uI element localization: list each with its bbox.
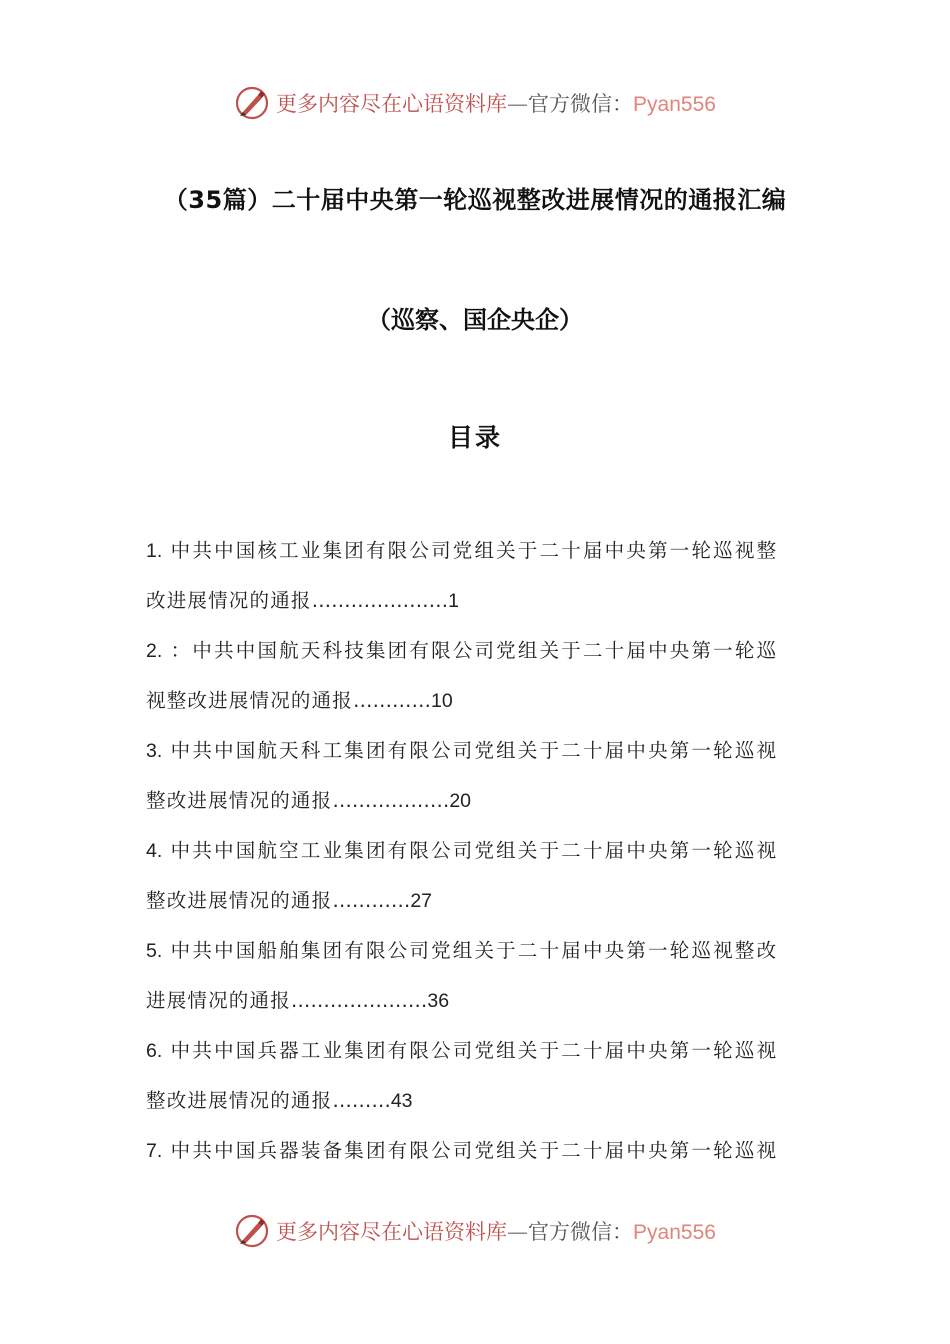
- watermark-official: 官方微信：: [528, 92, 634, 116]
- toc-page-number: 43: [390, 1090, 413, 1112]
- toc-entry-4[interactable]: [146, 831, 808, 931]
- watermark-banner-bottom: [0, 1211, 950, 1251]
- toc-entry-1[interactable]: [146, 531, 808, 631]
- toc-number: 5.: [146, 940, 163, 962]
- watermark-text: [276, 1216, 716, 1246]
- toc-number: 6.: [146, 1040, 163, 1062]
- toc-title-line2: 整改进展情况的通报: [146, 789, 333, 812]
- watermark-text: [276, 88, 716, 118]
- toc-number: 2.: [146, 640, 163, 662]
- toc-number: 3.: [146, 740, 163, 762]
- watermark-wechat-id: Pyan556: [633, 1221, 716, 1244]
- toc-heading: 目录: [447, 423, 502, 452]
- toc-entry-line: [146, 931, 808, 981]
- toc-entry-line: [146, 581, 808, 631]
- toc-page-number: 1: [448, 590, 459, 612]
- toc-entry-line: [146, 731, 808, 781]
- toc-entry-line: [146, 1131, 808, 1181]
- toc-leader-dots: …………: [353, 689, 432, 712]
- toc-title-line1: 中共中国航天科工集团有限公司党组关于二十届中央第一轮巡视: [170, 739, 779, 762]
- pen-logo-icon: [234, 1213, 270, 1249]
- toc-page-number: 27: [410, 890, 433, 912]
- toc-entry-5[interactable]: [146, 931, 808, 1031]
- toc-entry-line: [146, 1081, 808, 1131]
- watermark-dash: —: [507, 92, 529, 116]
- watermark-dash: —: [507, 1220, 529, 1244]
- toc-leader-dots: …………: [332, 889, 411, 912]
- toc-number: 1.: [146, 540, 163, 562]
- toc-title-line2: 进展情况的通报: [146, 989, 291, 1012]
- toc-entry-line: [146, 681, 808, 731]
- watermark-banner-top: [0, 83, 950, 123]
- toc-entry-3[interactable]: [146, 731, 808, 831]
- toc-title-line1: 中共中国核工业集团有限公司党组关于二十届中央第一轮巡视整: [170, 539, 779, 562]
- toc-title-line2: 整改进展情况的通报: [146, 889, 333, 912]
- toc-title-line1: 中共中国兵器工业集团有限公司党组关于二十届中央第一轮巡视: [170, 1039, 779, 1062]
- toc-entry-line: [146, 781, 808, 831]
- toc-leader-dots: ………………: [332, 789, 450, 812]
- toc-title-line1: 中共中国兵器装备集团有限公司党组关于二十届中央第一轮巡视: [170, 1139, 779, 1162]
- toc-entry-line: [146, 531, 808, 581]
- toc-leader-dots: …………………: [290, 989, 428, 1012]
- watermark-wechat-id: Pyan556: [633, 93, 716, 116]
- toc-entry-line: [146, 981, 808, 1031]
- toc-number: 7.: [146, 1140, 163, 1162]
- toc-page-number: 20: [449, 790, 472, 812]
- toc-title-line1: 中共中国船舶集团有限公司党组关于二十届中央第一轮巡视整改: [170, 939, 779, 962]
- toc-title-line2: 视整改进展情况的通报: [146, 689, 354, 712]
- toc-entry-7[interactable]: [146, 1131, 808, 1181]
- toc-title-line2: 整改进展情况的通报: [146, 1089, 333, 1112]
- toc-entry-2[interactable]: [146, 631, 808, 731]
- toc-title-line1: ：中共中国航天科技集团有限公司党组关于二十届中央第一轮巡: [170, 639, 779, 662]
- watermark-main: 更多内容尽在心语资料库: [276, 1220, 508, 1244]
- toc-entry-line: [146, 831, 808, 881]
- document-title: （35篇）二十届中央第一轮巡视整改进展情况的通报汇编: [163, 186, 787, 214]
- pen-logo-icon: [234, 85, 270, 121]
- toc-title-line1: 中共中国航空工业集团有限公司党组关于二十届中央第一轮巡视: [170, 839, 779, 862]
- watermark-main: 更多内容尽在心语资料库: [276, 92, 508, 116]
- toc-page-number: 10: [431, 690, 453, 712]
- toc-page-number: 36: [427, 990, 450, 1012]
- toc-entry-line: [146, 1031, 808, 1081]
- document-subtitle: （巡察、国企央企）: [367, 306, 583, 334]
- table-of-contents: [146, 531, 808, 1181]
- toc-number: 4.: [146, 840, 163, 862]
- toc-entry-line: [146, 881, 808, 931]
- toc-entry-6[interactable]: [146, 1031, 808, 1131]
- toc-entry-line: [146, 631, 808, 681]
- toc-leader-dots: …………………: [311, 589, 449, 612]
- toc-leader-dots: ………: [332, 1089, 391, 1112]
- toc-title-line2: 改进展情况的通报: [146, 589, 312, 612]
- watermark-official: 官方微信：: [528, 1220, 634, 1244]
